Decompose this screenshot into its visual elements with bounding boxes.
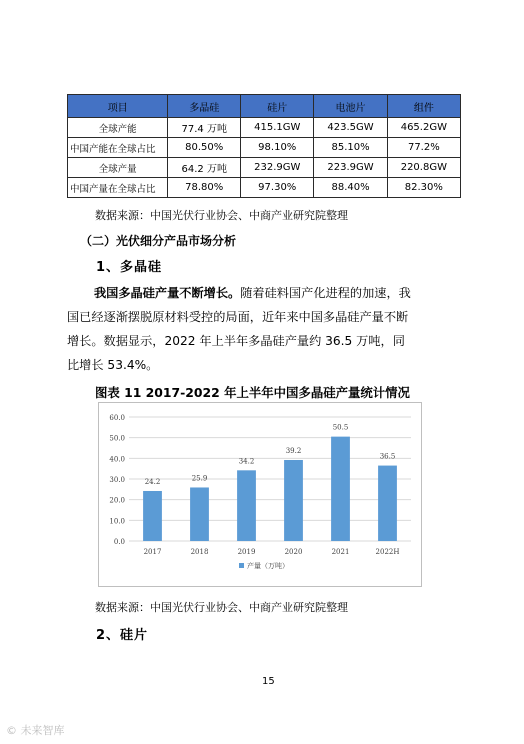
y-tick-label: 60.0	[109, 414, 125, 422]
data-label: 25.9	[191, 474, 208, 483]
data-label: 50.5	[332, 423, 349, 432]
chart-source-note: 数据来源：中国光伏行业协会、中商产业研究院整理	[95, 601, 348, 614]
row-label: 中国产量在全球占比	[68, 178, 168, 198]
table-cell: 88.40%	[314, 178, 387, 198]
y-tick-label: 0.0	[113, 538, 125, 546]
x-tick-label: 2019	[237, 548, 256, 556]
table-cell: 77.4 万吨	[168, 118, 241, 138]
subsection-heading-wafer: 2、硅片	[96, 628, 149, 643]
lead-rest: 随着硅料国产化进程的加速，我	[240, 286, 411, 300]
bar-2021	[331, 437, 350, 541]
table-row	[68, 138, 461, 158]
table-header-row	[68, 95, 461, 118]
data-label: 36.5	[379, 452, 396, 461]
y-tick-label: 10.0	[109, 517, 125, 526]
table-header: 项目	[68, 95, 168, 118]
paragraph-line	[67, 281, 461, 305]
table-cell: 423.5GW	[314, 118, 387, 138]
x-tick-label: 2017	[143, 548, 162, 556]
subsection-heading-polysilicon: 1、多晶硅	[96, 260, 163, 275]
section-heading: （二）光伏细分产品市场分析	[80, 234, 237, 248]
legend-label: 产量（万吨）	[247, 562, 289, 570]
table-cell: 98.10%	[241, 138, 314, 158]
table-cell: 223.9GW	[314, 158, 387, 178]
table-source-note: 数据来源：中国光伏行业协会、中商产业研究院整理	[95, 209, 348, 222]
y-tick-label: 50.0	[109, 434, 125, 443]
table-row	[68, 158, 461, 178]
table-cell: 220.8GW	[387, 158, 460, 178]
chart-svg	[99, 403, 421, 586]
table-header: 组件	[387, 95, 460, 118]
body-paragraph	[67, 281, 461, 377]
y-tick-label: 30.0	[109, 476, 125, 484]
table-cell: 97.30%	[241, 178, 314, 198]
table-cell: 415.1GW	[241, 118, 314, 138]
table-cell: 64.2 万吨	[168, 158, 241, 178]
x-tick-label: 2018	[190, 548, 209, 556]
x-tick-label: 2020	[284, 548, 303, 556]
bar-2020	[284, 460, 303, 541]
data-label: 34.2	[238, 457, 255, 466]
figure-title: 图表 11 2017-2022 年上半年中国多晶硅产量统计情况	[95, 385, 410, 400]
bar-2017	[143, 491, 162, 541]
table-cell: 82.30%	[387, 178, 460, 198]
watermark-logo: © 未来智库	[6, 724, 65, 737]
table-header: 电池片	[314, 95, 387, 118]
data-label: 24.2	[144, 477, 161, 486]
bar-2022H	[378, 466, 397, 541]
row-label: 中国产能在全球占比	[68, 138, 168, 158]
x-tick-label: 2021	[331, 548, 350, 556]
table-cell: 232.9GW	[241, 158, 314, 178]
bar-2018	[190, 487, 209, 541]
paragraph-line: 比增长 53.4%。	[67, 358, 159, 372]
table-header: 多晶硅	[168, 95, 241, 118]
row-label: 全球产量	[68, 158, 168, 178]
table-cell: 78.80%	[168, 178, 241, 198]
table-row	[68, 118, 461, 138]
table-cell: 77.2%	[387, 138, 460, 158]
page-number: 15	[262, 676, 275, 687]
paragraph-line: 增长。数据显示，2022 年上半年多晶硅产量约 36.5 万吨，同	[67, 334, 405, 348]
legend-swatch	[239, 563, 244, 568]
row-label: 全球产能	[68, 118, 168, 138]
bar-2019	[237, 470, 256, 541]
paragraph-line: 国已经逐渐摆脱原材料受控的局面，近年来中国多晶硅产量不断	[67, 310, 409, 324]
data-label: 39.2	[285, 446, 302, 455]
capacity-table	[67, 94, 461, 198]
table-header: 硅片	[241, 95, 314, 118]
table-row	[68, 178, 461, 198]
y-tick-label: 40.0	[109, 455, 125, 464]
table-cell: 85.10%	[314, 138, 387, 158]
table-cell: 80.50%	[168, 138, 241, 158]
x-tick-label: 2022H	[375, 548, 400, 556]
table-cell: 465.2GW	[387, 118, 460, 138]
production-chart	[98, 402, 422, 587]
y-tick-label: 20.0	[109, 496, 125, 505]
lead-sentence: 我国多晶硅产量不断增长。	[94, 286, 241, 300]
